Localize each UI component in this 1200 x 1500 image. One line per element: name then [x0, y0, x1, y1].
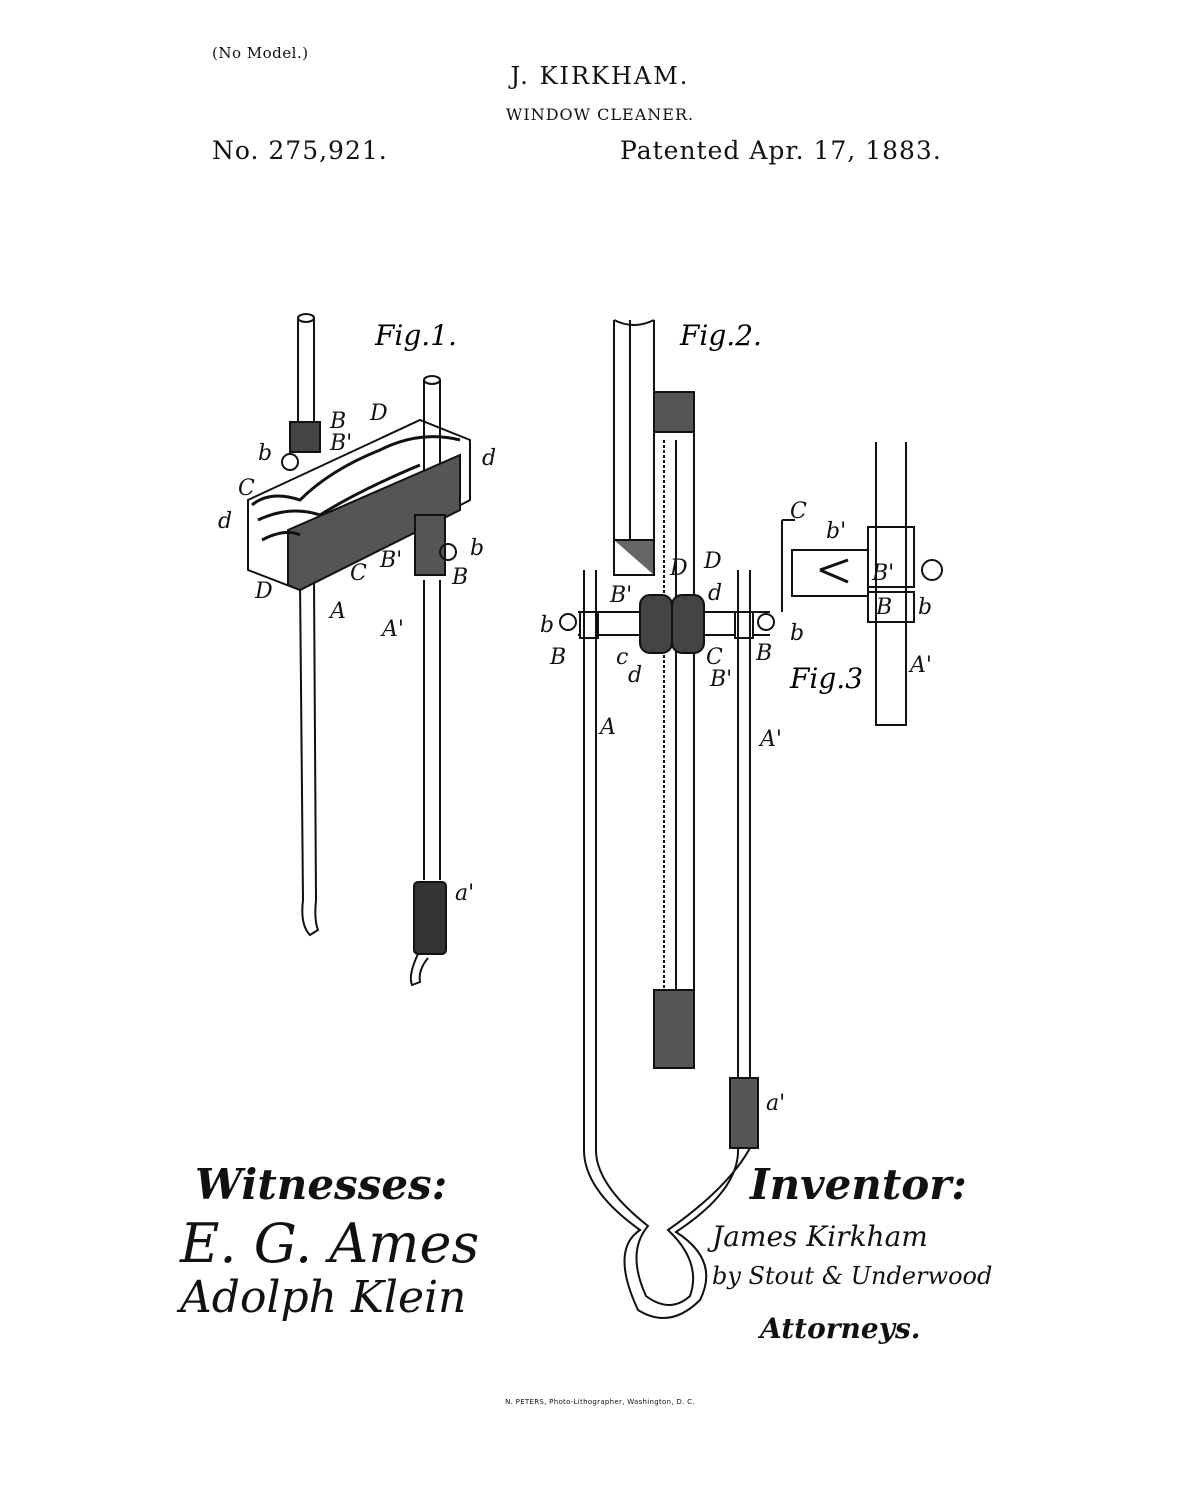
ref-letter: B — [756, 641, 773, 666]
ref-letter: A — [330, 599, 346, 624]
ref-letter: B' — [710, 667, 733, 692]
ref-letter: a' — [766, 1091, 786, 1116]
ref-letter: B' — [872, 561, 895, 586]
ref-letter: A — [600, 715, 616, 740]
ref-letter: D — [255, 579, 273, 604]
ref-letter: B — [876, 595, 893, 620]
ref-letter: B — [550, 645, 567, 670]
ref-letter: b — [258, 441, 273, 466]
fig3-label: Fig.3 — [790, 662, 864, 695]
ref-letter: b' — [826, 519, 847, 544]
ref-letter: A' — [382, 617, 404, 642]
ref-letter: B' — [330, 431, 353, 456]
ref-letter: C — [350, 561, 367, 586]
ref-letter: b — [470, 536, 485, 561]
ref-letter: C — [790, 499, 807, 524]
ref-letter: B — [452, 565, 469, 590]
ref-letter: D — [704, 549, 722, 574]
ref-letter: C — [706, 645, 723, 670]
attorneys-label: Attorneys. — [760, 1312, 921, 1345]
ref-letter: A' — [910, 653, 932, 678]
lithographer-credit: N. PETERS, Photo-Lithographer, Washington, D. C. — [505, 1398, 695, 1406]
inventor-name: J. KIRKHAM. — [510, 62, 690, 90]
ref-letter: C — [238, 476, 255, 501]
inventor-signature: James Kirkham — [712, 1220, 928, 1253]
witness-signature-1: E. G. Ames — [180, 1212, 480, 1275]
ref-letter: b — [918, 595, 933, 620]
ref-letter: A' — [760, 727, 782, 752]
fig1-label: Fig.1. — [375, 319, 457, 352]
figure-1-drawing — [248, 314, 470, 985]
ref-letter: D — [670, 556, 688, 581]
ref-letter: D — [370, 401, 388, 426]
figure-2-drawing — [560, 320, 774, 1318]
ref-letter: B — [330, 409, 347, 434]
witness-signature-2: Adolph Klein — [180, 1272, 467, 1323]
ref-letter: B' — [380, 548, 403, 573]
attorneys-signature: by Stout & Underwood — [712, 1262, 993, 1290]
ref-letter: d — [708, 581, 723, 606]
ref-letter: a' — [455, 881, 475, 906]
ref-letter: b — [790, 621, 805, 646]
ref-letter: c — [616, 645, 629, 670]
ref-letter: B' — [610, 583, 633, 608]
patent-title: WINDOW CLEANER. — [505, 105, 695, 124]
fig2-label: Fig.2. — [680, 319, 762, 352]
patent-date: Patented Apr. 17, 1883. — [620, 136, 942, 165]
inventor-label: Inventor: — [750, 1160, 967, 1209]
witnesses-label: Witnesses: — [195, 1160, 448, 1209]
ref-letter: d — [482, 446, 497, 471]
model-note: (No Model.) — [212, 44, 309, 62]
ref-letter: d — [628, 663, 643, 688]
ref-letter: b — [540, 613, 555, 638]
patent-number: No. 275,921. — [212, 136, 388, 165]
ref-letter: d — [218, 509, 233, 534]
